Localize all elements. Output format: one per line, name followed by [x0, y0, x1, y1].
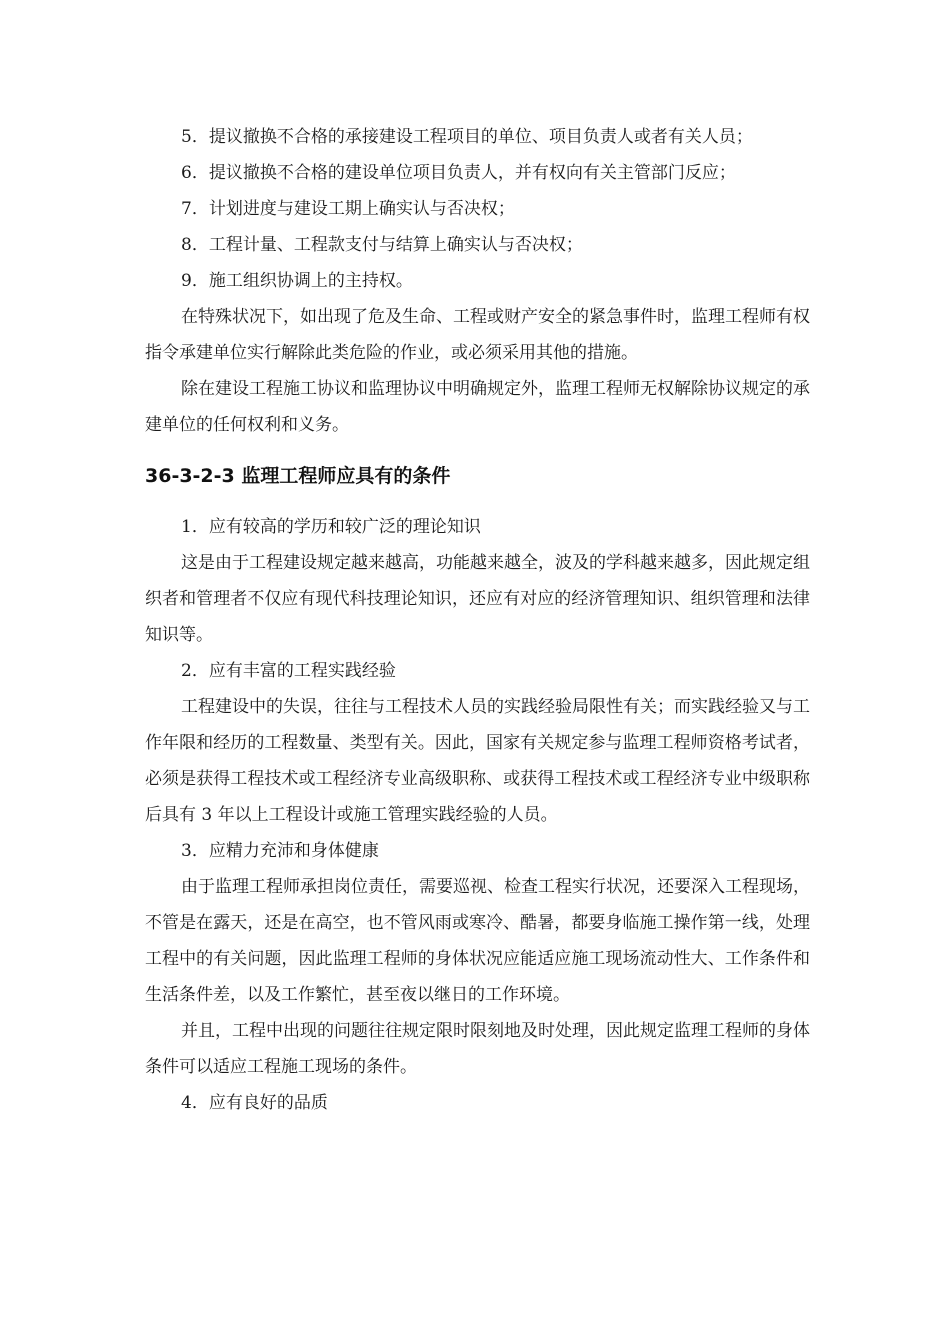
list-item-9: 9．施工组织协调上的主持权。 [181, 271, 413, 291]
body-paragraph: 由于监理工程师承担岗位责任，需要巡视、检查工程实行状况，还要深入工程现场，不管是在露天，还是在高空，也不管风雨或寒冷、酷暑，都要身临施工操作第一线，处理工程中的有关问题，因此监理工程师的身体状况应能适应施工现场流动性大、工作条件和生活条件差，以及工作繁忙，甚至夜以继日的工作环境。 [145, 877, 810, 1005]
subsection-title-3: 3．应精力充沛和身体健康 [181, 841, 379, 861]
section-heading: 36-3-2-3 监理工程师应具有的条件 [145, 465, 451, 487]
body-paragraph: 在特殊状况下，如出现了危及生命、工程或财产安全的紧急事件时，监理工程师有权指令承建单位实行解除此类危险的作业，或必须采用其他的措施。 [145, 307, 810, 363]
subsection-title-4: 4．应有良好的品质 [181, 1093, 328, 1113]
subsection-title-2: 2．应有丰富的工程实践经验 [181, 661, 396, 681]
list-item-6: 6．提议撤换不合格的建设单位项目负责人，并有权向有关主管部门反应； [181, 163, 736, 183]
body-paragraph: 除在建设工程施工协议和监理协议中明确规定外，监理工程师无权解除协议规定的承建单位的任何权利和义务。 [145, 379, 810, 435]
body-paragraph: 这是由于工程建设规定越来越高，功能越来越全，波及的学科越来越多，因此规定组织者和管理者不仅应有现代科技理论知识，还应有对应的经济管理知识、组织管理和法律知识等。 [145, 553, 810, 645]
body-paragraph: 并且，工程中出现的问题往往规定限时限刻地及时处理，因此规定监理工程师的身体条件可以适应工程施工现场的条件。 [145, 1021, 810, 1077]
list-item-8: 8．工程计量、工程款支付与结算上确实认与否决权； [181, 235, 583, 255]
document-body [145, 119, 810, 1121]
list-item-5: 5．提议撤换不合格的承接建设工程项目的单位、项目负责人或者有关人员； [181, 127, 753, 147]
body-paragraph: 工程建设中的失误，往往与工程技术人员的实践经验局限性有关；而实践经验又与工作年限和经历的工程数量、类型有关。因此，国家有关规定参与监理工程师资格考试者，必须是获得工程技术或工程经济专业高级职称、或获得工程技术或工程经济专业中级职称后具有 3 年以上工程设计或施工管理实践经验的人员。 [145, 697, 810, 825]
list-item-7: 7．计划进度与建设工期上确实认与否决权； [181, 199, 515, 219]
subsection-title-1: 1．应有较高的学历和较广泛的理论知识 [181, 517, 481, 537]
